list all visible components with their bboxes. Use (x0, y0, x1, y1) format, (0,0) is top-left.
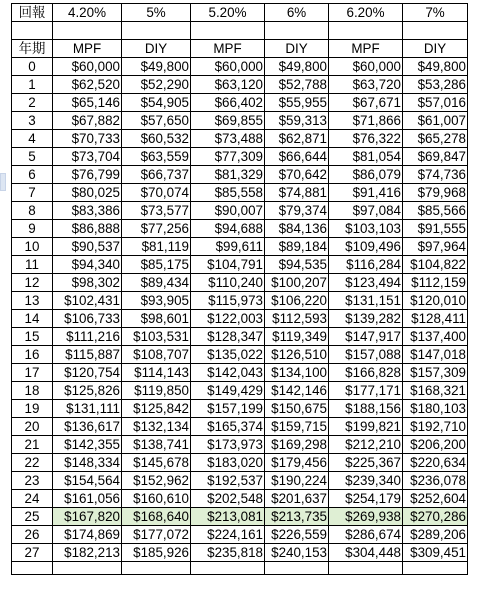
value-cell: $150,675 (265, 400, 329, 418)
column-header-cell: MPF (191, 40, 265, 58)
empty-cell (53, 22, 122, 40)
value-cell: $83,386 (53, 202, 122, 220)
year-cell: 26 (12, 526, 53, 544)
value-cell: $90,007 (191, 202, 265, 220)
rate-header-cell: 4.20% (53, 4, 122, 22)
value-cell: $220,634 (403, 454, 468, 472)
year-cell: 20 (12, 418, 53, 436)
value-cell: $119,349 (265, 328, 329, 346)
value-cell: $65,146 (53, 94, 122, 112)
value-cell: $61,007 (403, 112, 468, 130)
value-cell: $173,973 (191, 436, 265, 454)
value-cell: $180,103 (403, 400, 468, 418)
value-cell: $76,322 (329, 130, 403, 148)
value-cell: $106,220 (265, 292, 329, 310)
value-cell: $53,286 (403, 76, 468, 94)
value-cell: $89,184 (265, 238, 329, 256)
table-row (12, 130, 468, 148)
value-cell: $149,429 (191, 382, 265, 400)
value-cell: $52,290 (122, 76, 191, 94)
empty-cell (265, 562, 329, 575)
value-cell: $236,078 (403, 472, 468, 490)
value-cell: $59,313 (265, 112, 329, 130)
table-row (12, 166, 468, 184)
value-cell: $109,496 (329, 238, 403, 256)
value-cell: $147,917 (329, 328, 403, 346)
value-cell: $289,206 (403, 526, 468, 544)
value-cell: $122,003 (191, 310, 265, 328)
value-cell: $169,298 (265, 436, 329, 454)
empty-cell (329, 22, 403, 40)
value-cell: $168,321 (403, 382, 468, 400)
value-cell: $70,074 (122, 184, 191, 202)
value-cell: $190,224 (265, 472, 329, 490)
value-cell: $269,938 (329, 508, 403, 526)
value-cell: $102,431 (53, 292, 122, 310)
empty-cell (53, 562, 122, 575)
column-header-cell: MPF (329, 40, 403, 58)
year-cell: 14 (12, 310, 53, 328)
year-cell: 27 (12, 544, 53, 562)
value-cell: $177,171 (329, 382, 403, 400)
value-cell: $74,881 (265, 184, 329, 202)
value-cell: $239,340 (329, 472, 403, 490)
year-cell: 2 (12, 94, 53, 112)
value-cell: $182,213 (53, 544, 122, 562)
value-cell: $63,720 (329, 76, 403, 94)
year-cell: 5 (12, 148, 53, 166)
value-cell: $201,637 (265, 490, 329, 508)
row-selection-marker (0, 173, 6, 191)
value-cell: $93,905 (122, 292, 191, 310)
value-cell: $73,577 (122, 202, 191, 220)
empty-cell (191, 22, 265, 40)
value-cell: $84,136 (265, 220, 329, 238)
value-cell: $112,159 (403, 274, 468, 292)
value-cell: $98,601 (122, 310, 191, 328)
value-cell: $131,111 (53, 400, 122, 418)
value-cell: $80,025 (53, 184, 122, 202)
value-cell: $254,179 (329, 490, 403, 508)
empty-cell (329, 562, 403, 575)
value-cell: $71,866 (329, 112, 403, 130)
table-row (12, 256, 468, 274)
value-cell: $116,284 (329, 256, 403, 274)
value-cell: $60,532 (122, 130, 191, 148)
year-cell: 1 (12, 76, 53, 94)
column-header-cell: DIY (265, 40, 329, 58)
value-cell: $54,905 (122, 94, 191, 112)
value-cell: $77,309 (191, 148, 265, 166)
value-cell: $125,826 (53, 382, 122, 400)
table-row (12, 454, 468, 472)
year-cell: 7 (12, 184, 53, 202)
value-cell: $81,054 (329, 148, 403, 166)
value-cell: $74,736 (403, 166, 468, 184)
value-cell: $94,535 (265, 256, 329, 274)
value-cell: $235,818 (191, 544, 265, 562)
value-cell: $69,855 (191, 112, 265, 130)
table-row (12, 112, 468, 130)
year-cell: 25 (12, 508, 53, 526)
value-cell: $135,022 (191, 346, 265, 364)
table-row (12, 490, 468, 508)
value-cell: $199,821 (329, 418, 403, 436)
value-cell: $138,741 (122, 436, 191, 454)
value-cell: $67,671 (329, 94, 403, 112)
value-cell: $114,143 (122, 364, 191, 382)
value-cell: $106,733 (53, 310, 122, 328)
value-cell: $304,448 (329, 544, 403, 562)
value-cell: $160,610 (122, 490, 191, 508)
value-cell: $224,161 (191, 526, 265, 544)
value-cell: $188,156 (329, 400, 403, 418)
rate-header-cell: 6% (265, 4, 329, 22)
value-cell: $154,564 (53, 472, 122, 490)
table-row (12, 58, 468, 76)
value-cell: $132,134 (122, 418, 191, 436)
value-cell: $66,402 (191, 94, 265, 112)
year-cell: 8 (12, 202, 53, 220)
empty-cell (12, 562, 53, 575)
rate-header-cell: 5.20% (191, 4, 265, 22)
value-cell: $147,018 (403, 346, 468, 364)
value-cell: $167,820 (53, 508, 122, 526)
value-cell: $206,200 (403, 436, 468, 454)
value-cell: $55,955 (265, 94, 329, 112)
value-cell: $142,355 (53, 436, 122, 454)
table-row (12, 436, 468, 454)
table-row (12, 526, 468, 544)
value-cell: $157,199 (191, 400, 265, 418)
value-cell: $136,617 (53, 418, 122, 436)
year-cell: 12 (12, 274, 53, 292)
empty-cell (265, 22, 329, 40)
value-cell: $100,207 (265, 274, 329, 292)
value-cell: $79,968 (403, 184, 468, 202)
value-cell: $79,374 (265, 202, 329, 220)
investment-comparison-table (11, 3, 468, 575)
value-cell: $202,548 (191, 490, 265, 508)
value-cell: $309,451 (403, 544, 468, 562)
value-cell: $240,153 (265, 544, 329, 562)
value-cell: $112,593 (265, 310, 329, 328)
rate-header-cell: 7% (403, 4, 468, 22)
value-cell: $85,558 (191, 184, 265, 202)
year-cell: 10 (12, 238, 53, 256)
empty-cell (122, 22, 191, 40)
value-cell: $60,000 (329, 58, 403, 76)
table-row (12, 544, 468, 562)
table-row (12, 508, 468, 526)
table-row (12, 364, 468, 382)
year-cell: 13 (12, 292, 53, 310)
value-cell: $192,537 (191, 472, 265, 490)
year-cell: 24 (12, 490, 53, 508)
value-cell: $252,604 (403, 490, 468, 508)
value-cell: $97,964 (403, 238, 468, 256)
value-cell: $85,566 (403, 202, 468, 220)
value-cell: $70,642 (265, 166, 329, 184)
value-cell: $119,850 (122, 382, 191, 400)
value-cell: $99,611 (191, 238, 265, 256)
value-cell: $166,828 (329, 364, 403, 382)
value-cell: $142,043 (191, 364, 265, 382)
year-cell: 4 (12, 130, 53, 148)
value-cell: $126,510 (265, 346, 329, 364)
year-cell: 18 (12, 382, 53, 400)
column-header-cell: DIY (403, 40, 468, 58)
rate-header-row (12, 4, 468, 22)
value-cell: $128,411 (403, 310, 468, 328)
year-cell: 0 (12, 58, 53, 76)
value-cell: $57,016 (403, 94, 468, 112)
value-cell: $89,434 (122, 274, 191, 292)
value-cell: $91,416 (329, 184, 403, 202)
value-cell: $91,555 (403, 220, 468, 238)
value-cell: $115,887 (53, 346, 122, 364)
year-cell: 21 (12, 436, 53, 454)
value-cell: $157,088 (329, 346, 403, 364)
value-cell: $177,072 (122, 526, 191, 544)
table-row (12, 238, 468, 256)
value-cell: $86,888 (53, 220, 122, 238)
value-cell: $60,000 (191, 58, 265, 76)
year-cell: 15 (12, 328, 53, 346)
year-column-header: 年期 (12, 40, 53, 58)
table-row (12, 292, 468, 310)
year-cell: 23 (12, 472, 53, 490)
value-cell: $66,737 (122, 166, 191, 184)
value-cell: $157,309 (403, 364, 468, 382)
table-row (12, 472, 468, 490)
value-cell: $63,120 (191, 76, 265, 94)
value-cell: $123,494 (329, 274, 403, 292)
value-cell: $168,640 (122, 508, 191, 526)
value-cell: $128,347 (191, 328, 265, 346)
value-cell: $185,926 (122, 544, 191, 562)
value-cell: $125,842 (122, 400, 191, 418)
table-row (12, 220, 468, 238)
value-cell: $115,973 (191, 292, 265, 310)
value-cell: $60,000 (53, 58, 122, 76)
rate-header-cell: 5% (122, 4, 191, 22)
value-cell: $103,103 (329, 220, 403, 238)
value-cell: $192,710 (403, 418, 468, 436)
column-header-row (12, 40, 468, 58)
value-cell: $81,119 (122, 238, 191, 256)
value-cell: $97,084 (329, 202, 403, 220)
value-cell: $69,847 (403, 148, 468, 166)
column-header-cell: DIY (122, 40, 191, 58)
year-cell: 16 (12, 346, 53, 364)
value-cell: $165,374 (191, 418, 265, 436)
value-cell: $212,210 (329, 436, 403, 454)
value-cell: $148,334 (53, 454, 122, 472)
value-cell: $49,800 (265, 58, 329, 76)
table-row (12, 328, 468, 346)
value-cell: $62,520 (53, 76, 122, 94)
value-cell: $174,869 (53, 526, 122, 544)
value-cell: $66,644 (265, 148, 329, 166)
value-cell: $67,882 (53, 112, 122, 130)
value-cell: $213,735 (265, 508, 329, 526)
year-cell: 9 (12, 220, 53, 238)
value-cell: $152,962 (122, 472, 191, 490)
year-cell: 11 (12, 256, 53, 274)
value-cell: $49,800 (122, 58, 191, 76)
value-cell: $70,733 (53, 130, 122, 148)
value-cell: $111,216 (53, 328, 122, 346)
year-cell: 3 (12, 112, 53, 130)
value-cell: $120,010 (403, 292, 468, 310)
value-cell: $226,559 (265, 526, 329, 544)
rate-header-cell: 6.20% (329, 4, 403, 22)
value-cell: $286,674 (329, 526, 403, 544)
partial-row (12, 562, 468, 575)
table-row (12, 148, 468, 166)
empty-cell (191, 562, 265, 575)
value-cell: $65,278 (403, 130, 468, 148)
table-row (12, 400, 468, 418)
value-cell: $110,240 (191, 274, 265, 292)
value-cell: $137,400 (403, 328, 468, 346)
empty-cell (122, 562, 191, 575)
table-row (12, 274, 468, 292)
value-cell: $63,559 (122, 148, 191, 166)
table-row (12, 346, 468, 364)
empty-cell (12, 22, 53, 40)
value-cell: $73,704 (53, 148, 122, 166)
value-cell: $94,340 (53, 256, 122, 274)
year-cell: 19 (12, 400, 53, 418)
value-cell: $77,256 (122, 220, 191, 238)
value-cell: $86,079 (329, 166, 403, 184)
table-row (12, 310, 468, 328)
value-cell: $76,799 (53, 166, 122, 184)
value-cell: $104,822 (403, 256, 468, 274)
year-cell: 22 (12, 454, 53, 472)
year-cell: 17 (12, 364, 53, 382)
table-row (12, 184, 468, 202)
value-cell: $57,650 (122, 112, 191, 130)
empty-cell (403, 22, 468, 40)
value-cell: $108,707 (122, 346, 191, 364)
column-header-cell: MPF (53, 40, 122, 58)
value-cell: $120,754 (53, 364, 122, 382)
table-row (12, 382, 468, 400)
empty-cell (403, 562, 468, 575)
value-cell: $73,488 (191, 130, 265, 148)
table-row (12, 202, 468, 220)
value-cell: $145,678 (122, 454, 191, 472)
value-cell: $52,788 (265, 76, 329, 94)
value-cell: $81,329 (191, 166, 265, 184)
value-cell: $139,282 (329, 310, 403, 328)
value-cell: $49,800 (403, 58, 468, 76)
table-row (12, 94, 468, 112)
table-row (12, 418, 468, 436)
value-cell: $131,151 (329, 292, 403, 310)
value-cell: $225,367 (329, 454, 403, 472)
value-cell: $213,081 (191, 508, 265, 526)
value-cell: $161,056 (53, 490, 122, 508)
year-cell: 6 (12, 166, 53, 184)
value-cell: $104,791 (191, 256, 265, 274)
value-cell: $94,688 (191, 220, 265, 238)
value-cell: $103,531 (122, 328, 191, 346)
value-cell: $98,302 (53, 274, 122, 292)
value-cell: $142,146 (265, 382, 329, 400)
value-cell: $179,456 (265, 454, 329, 472)
blank-row (12, 22, 468, 40)
table-row (12, 76, 468, 94)
value-cell: $85,175 (122, 256, 191, 274)
value-cell: $90,537 (53, 238, 122, 256)
value-cell: $159,715 (265, 418, 329, 436)
return-rate-corner-label: 回報 (12, 4, 53, 22)
value-cell: $62,871 (265, 130, 329, 148)
value-cell: $183,020 (191, 454, 265, 472)
value-cell: $270,286 (403, 508, 468, 526)
value-cell: $134,100 (265, 364, 329, 382)
